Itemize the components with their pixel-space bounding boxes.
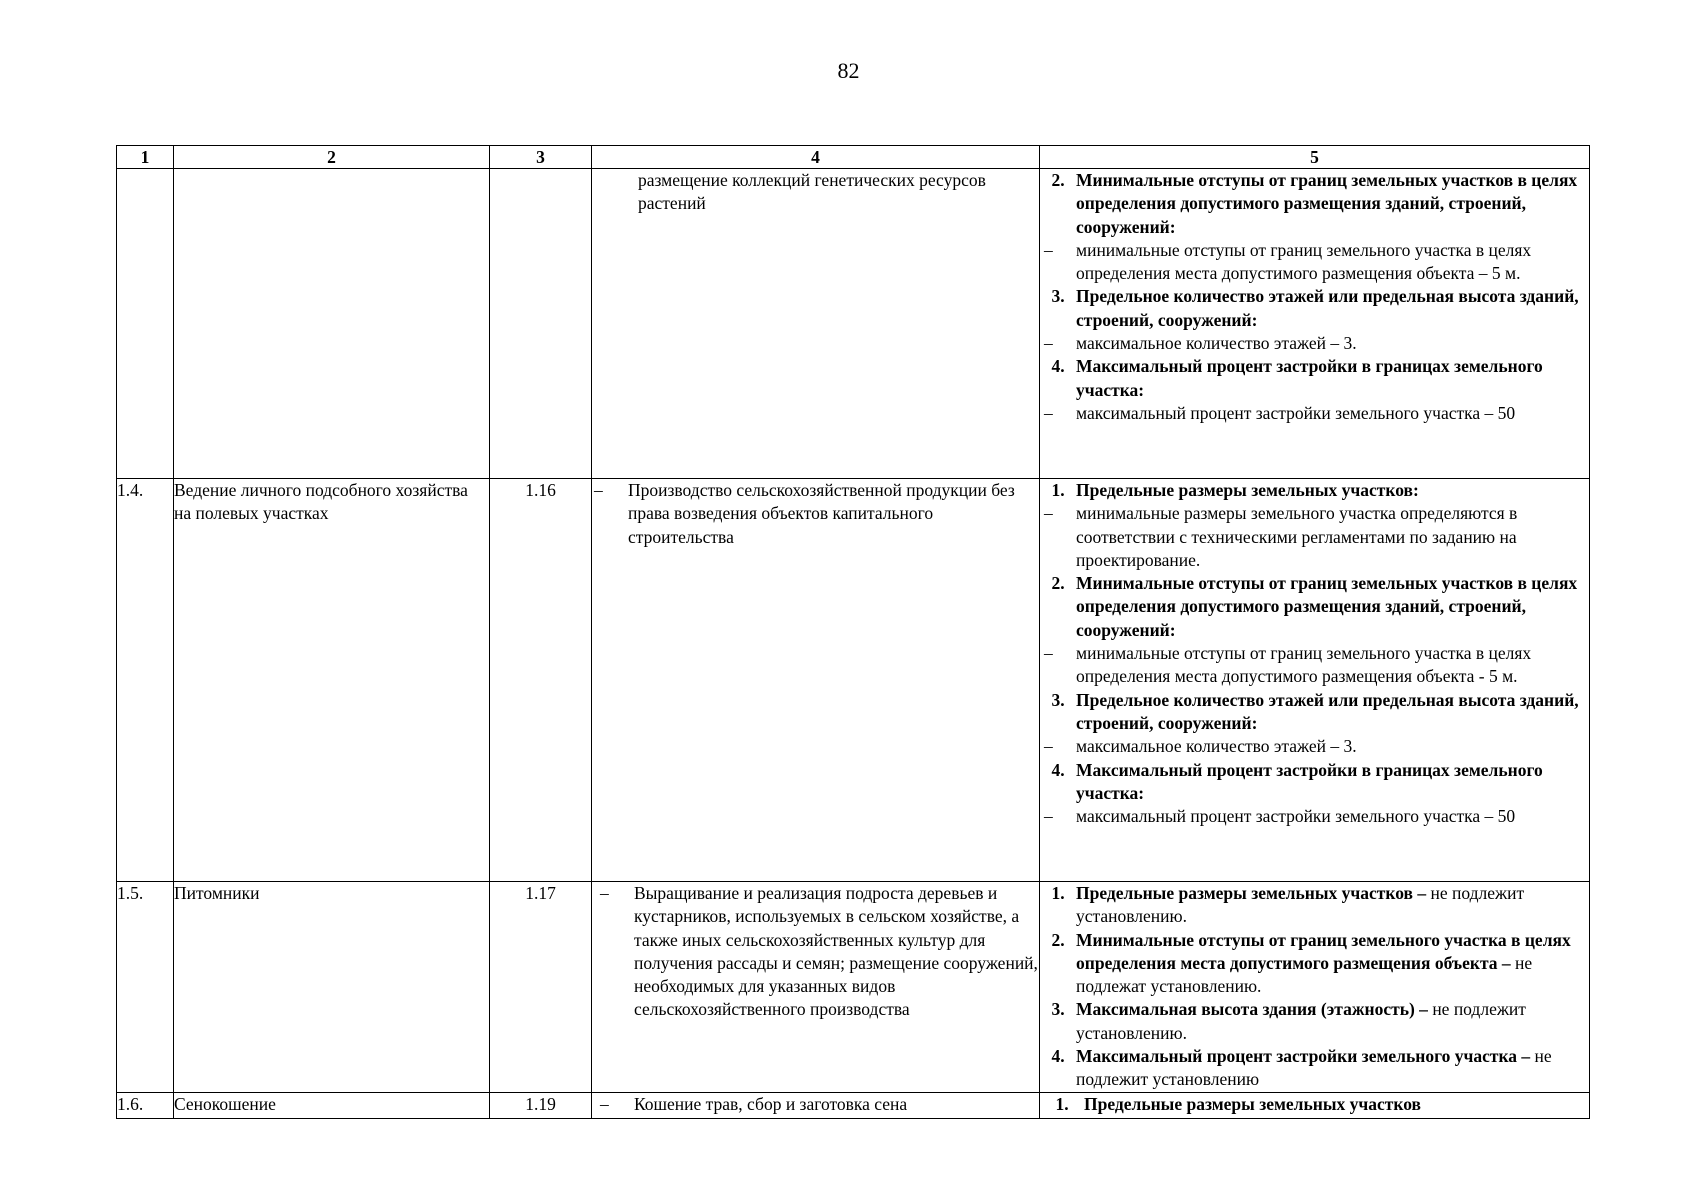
row-parameters [1040,882,1590,1093]
page-number: 82 [837,58,860,83]
column-header: 4 [592,146,1040,169]
row-parameters [1040,169,1590,479]
row-description [592,1092,1040,1118]
param-text: минимальные размеры земельного участка определяются в соответствии с техническими регламентами по заданию на проектирование. [1076,503,1518,570]
dash-marker: – [1044,239,1053,260]
param-title: Предельное количество этажей или предельная высота зданий, строений, сооружений: [1076,689,1579,733]
param-number: 4. [1051,1046,1065,1067]
param-item [1040,332,1589,355]
row-name [174,169,490,479]
row-code: 1.19 [490,1092,592,1118]
param-heading [1040,1093,1589,1116]
param-title: Максимальный процент застройки в границах земельного участка: [1076,356,1543,400]
column-header: 1 [117,146,174,169]
dash-marker: – [1044,736,1053,757]
column-header: 5 [1040,146,1590,169]
param-title: Предельные размеры земельных участков – [1076,883,1427,903]
param-title: Максимальная высота здания (этажность) – [1076,999,1428,1020]
row-code: 1.17 [490,882,592,1093]
description-text: размещение коллекций генетических ресурсов растений [638,170,986,214]
param-item [1040,735,1589,758]
param-title: Минимальные отступы от границ земельных участков в целях определения допустимого размещения зданий, строений, сооружений: [1076,573,1578,640]
param-number: 3. [1051,689,1065,710]
dash-marker: – [1044,402,1053,423]
row-name: Питомники [174,882,490,1093]
param-title: Минимальные отступы от границ земельного участка в целях определения места допустимого размещения объекта – [1076,929,1571,973]
param-value: не подлежит установлению [1076,1046,1552,1090]
row-number: 1.5. [117,882,174,1093]
param-number: 2. [1051,170,1065,190]
param-title: Минимальные отступы от границ земельных участков в целях определения допустимого размещения зданий, строений, сооружений: [1076,170,1578,237]
param-number: 3. [1051,999,1065,1020]
param-text: максимальный процент застройки земельного участка – 50 [1076,402,1516,423]
param-text: максимальное количество этажей – 3. [1076,333,1357,354]
dash-marker: – [600,1093,609,1114]
param-number: 4. [1051,759,1065,780]
param-title: Предельные размеры земельных участков [1084,1093,1421,1114]
param-title: Предельные размеры земельных участков: [1076,480,1419,500]
column-header: 2 [174,146,490,169]
param-number: 2. [1051,929,1065,950]
row-number: 1.4. [117,479,174,882]
row-name: Ведение личного подсобного хозяйства на полевых участках [174,479,490,882]
param-heading [1040,689,1589,736]
row-description [592,479,1040,882]
description-text: Производство сельскохозяйственной продукции без права возведения объектов капитального строительства [628,480,1015,547]
param-title: Предельное количество этажей или предельная высота зданий, строений, сооружений: [1076,286,1579,330]
param-text: минимальные отступы от границ земельного участка в целях определения места допустимого размещения объекта – 5 м. [1076,239,1532,284]
param-heading [1040,285,1589,332]
dash-marker: – [1044,333,1053,354]
dash-marker: – [1044,643,1053,664]
param-title: Максимальный процент застройки в границах земельного участка: [1076,759,1543,803]
param-number: 1. [1055,1093,1069,1114]
param-value: не подлежит установлению. [1076,883,1525,927]
row-code: 1.16 [490,479,592,882]
param-heading [1040,929,1589,999]
column-header: 3 [490,146,592,169]
row-parameters [1040,1092,1590,1118]
table-header-row [117,146,1590,169]
dash-marker: – [1044,806,1053,827]
param-number: 4. [1051,356,1065,377]
table-row [117,882,1590,1093]
row-name: Сенокошение [174,1092,490,1118]
param-heading [1040,169,1589,239]
param-item [1040,805,1589,828]
param-heading [1040,572,1589,642]
dash-marker: – [600,883,609,903]
dash-marker: – [1044,503,1053,524]
param-heading [1040,998,1589,1045]
param-text: максимальный процент застройки земельного участка – 50 [1076,806,1516,827]
param-value: не подлежит установлению. [1076,999,1526,1043]
param-item [1040,502,1589,572]
param-heading [1040,1045,1589,1092]
row-description [592,882,1040,1093]
table-row [117,479,1590,882]
param-title: Максимальный процент застройки земельного участка – [1076,1046,1531,1067]
row-description [592,169,1040,479]
row-number [117,169,174,479]
dash-marker: – [594,480,603,500]
param-number: 1. [1051,883,1065,903]
param-heading [1040,355,1589,402]
row-parameters [1040,479,1590,882]
table-row [117,1092,1590,1118]
param-heading [1040,882,1589,929]
param-item [1040,239,1589,286]
param-number: 3. [1051,286,1065,307]
table-row [117,169,1590,479]
description-text: Кошение трав, сбор и заготовка сена [634,1093,908,1114]
param-value: не подлежат установлению. [1076,952,1533,997]
param-number: 1. [1051,480,1065,500]
param-item [1040,402,1589,425]
regulations-table [116,145,1590,1119]
param-heading [1040,479,1589,502]
description-text: Выращивание и реализация подроста деревьев и кустарников, используемых в сельском хозяйстве, а также иных сельскохозяйственных культур для получения рассады и семян; размещение сооружений, необходимых для указанных видов сельскохозяйственного производства [634,883,1038,1020]
row-number: 1.6. [117,1092,174,1118]
param-heading [1040,759,1589,806]
param-item [1040,642,1589,689]
row-code [490,169,592,479]
param-text: минимальные отступы от границ земельного участка в целях определения места допустимого размещения объекта - 5 м. [1076,643,1532,687]
param-text: максимальное количество этажей – 3. [1076,736,1357,757]
param-number: 2. [1051,573,1065,594]
